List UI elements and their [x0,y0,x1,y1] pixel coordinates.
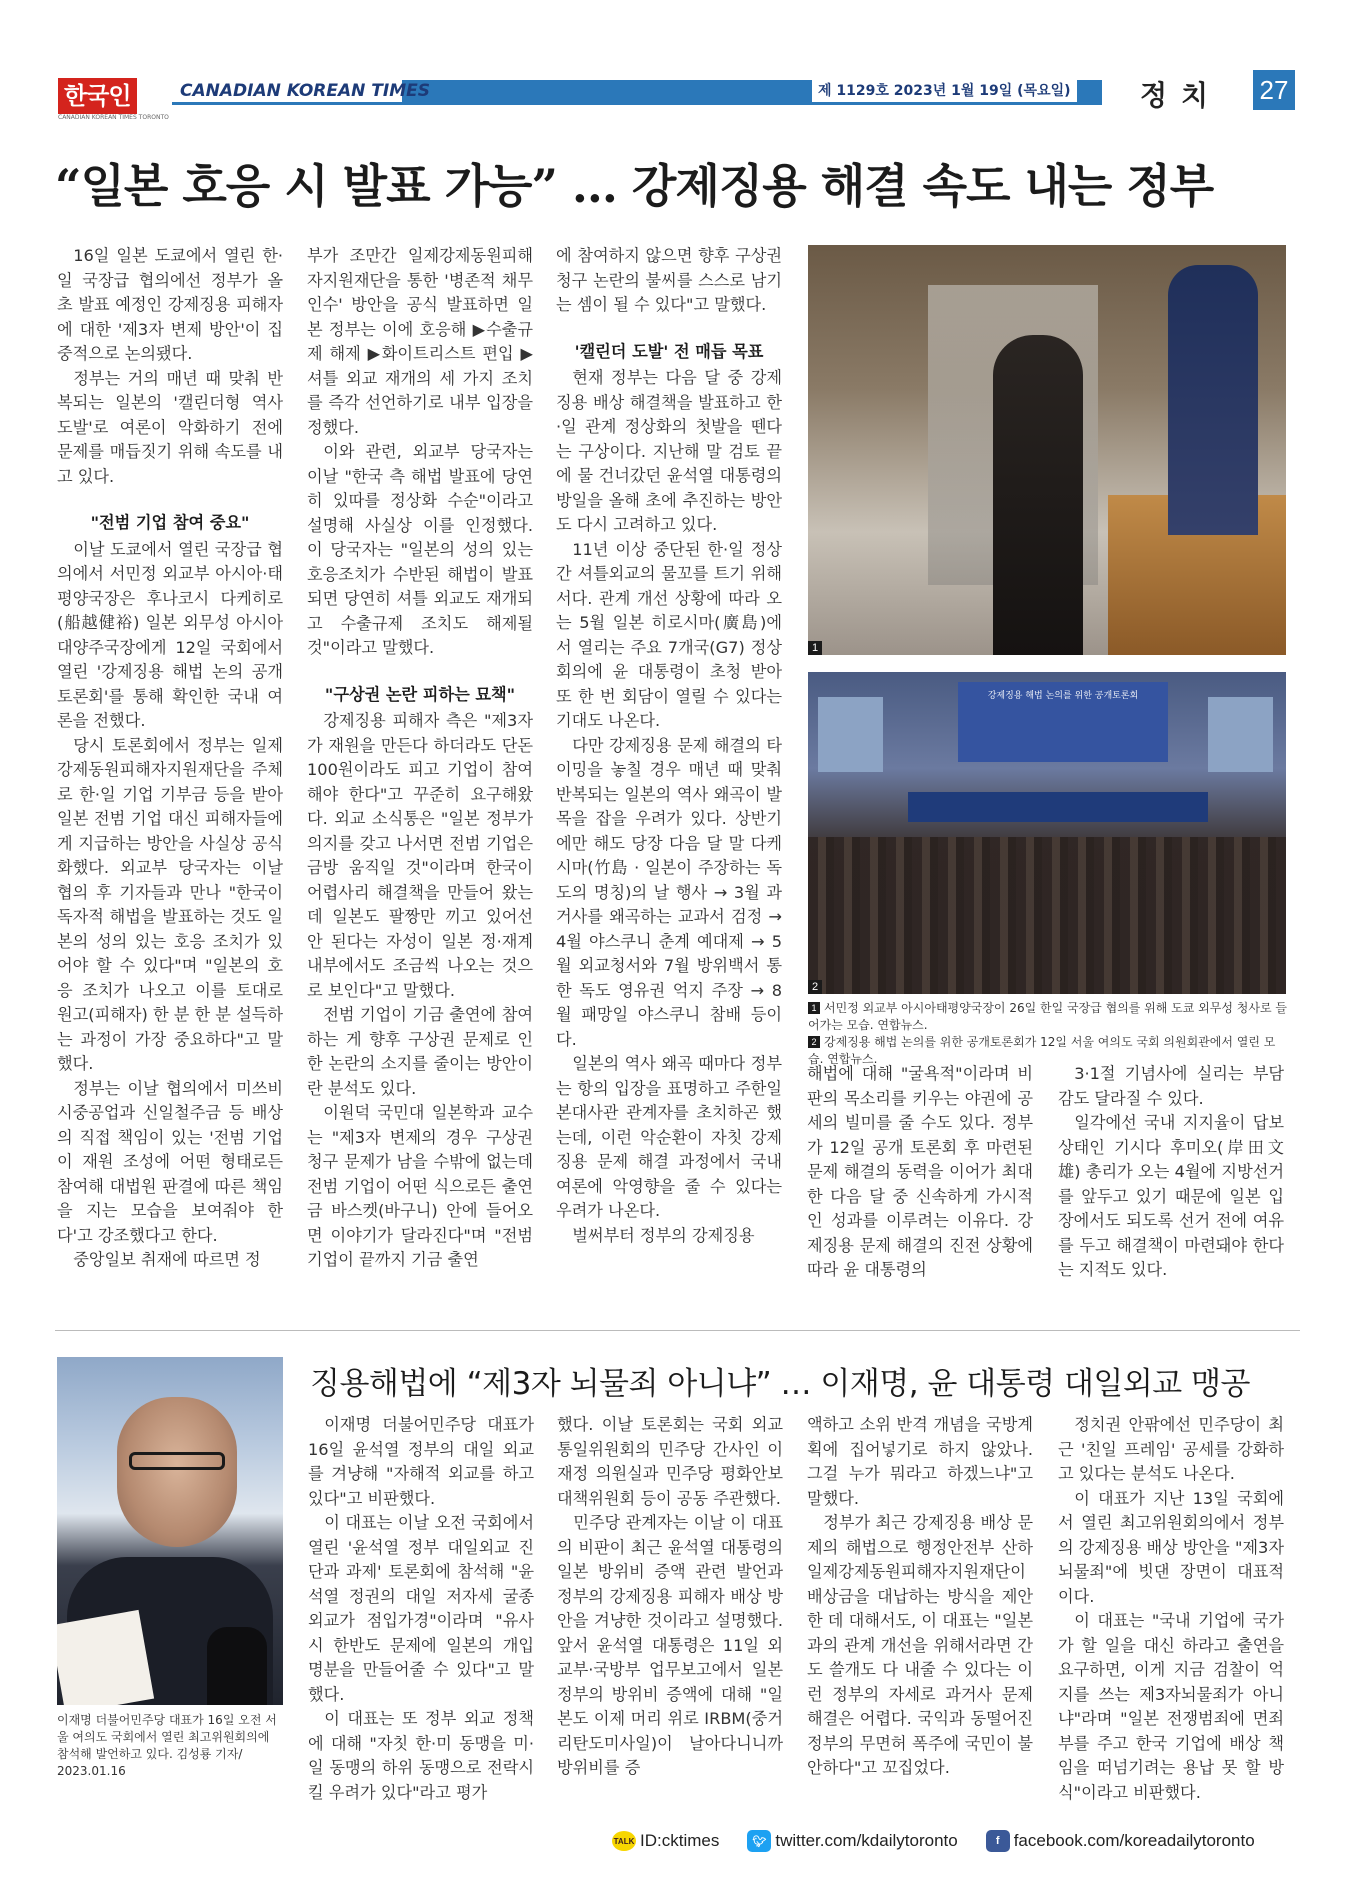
paragraph: 벌써부터 정부의 강제징용 [572,1225,755,1245]
paragraph: 에 참여하지 않으면 향후 구상권 청구 논란의 불씨를 스스로 남기는 셈이 될 수 있다"고 말했다. [556,246,782,314]
paragraph: 전범 기업이 기금 출연에 참여하는 게 향후 구상권 문제로 인한 논란의 소지를 줄이는 방안이란 분석도 있다. [307,1005,533,1098]
article-divider [55,1330,1300,1331]
logo-subtitle: CANADIAN KOREAN TIMES TORONTO [58,114,169,121]
article-column-3 [556,244,782,1248]
photo-face [117,1397,237,1547]
paragraph: 다만 강제징용 문제 해결의 타이밍을 놓칠 경우 매년 때 맞춰 반복되는 일본의 역사 왜곡이 발목을 잡을 우려가 있다. 상반기에만 해도 당장 다음 달 말 다케시마(竹島 · 일본이 주장하는 독도의 명칭)의 날 행사 → 3월 과거사를 왜곡하는 교과서 검정 → 4월 야스쿠니 춘계 예대제 → 5월 외교청서와 7월 방위백서 통한 독도 영유권 억지 주장 → 8월 패망일 야스쿠니 참배 등이다. [556,735,782,1049]
paragraph: 정부가 최근 강제징용 배상 문제의 해법으로 행정안전부 산하 일제강제동원피해자지원재단이 배상금을 대납하는 방식을 제안한 데 대해서도, 이 대표는 "일본과의 관계 개선을 위해서라면 간도 쓸개도 다 내줄 수 있다는 이런 정부의 자세로 과거사 문제 해결은 어렵다. 국익과 동떨어진 정부의 무면허 폭주에 국민이 불안하다"고 꼬집었다. [807,1513,1033,1777]
twitter-url: twitter.com/kdailytoronto [775,1831,958,1850]
paragraph: 이 대표는 "국내 기업에 국가가 할 일을 대신 하라고 출연을 요구하면, 이게 지금 검찰이 억지를 쓰는 제3자뇌물죄가 아니냐"라며 "일본 전쟁범죄에 면죄부를 주고 한국 기업에 배상 책임을 떠넘기려는 용납 못 할 방식"이라고 비판했다. [1058,1611,1284,1802]
page-number: 27 [1253,70,1295,110]
issue-date: 제 1129호 2023년 1월 19일 (목요일) [812,80,1077,102]
photo-side-screen [1208,697,1273,772]
photo-caption: 이재명 더불어민주당 대표가 16일 오전 서울 여의도 국회에서 열린 최고위원회의에 참석해 발언하고 있다. 김성룡 기자/ 2023.01.16 [57,1713,277,1778]
article-headline: “일본 호응 시 발표 가능” … 강제징용 해결 속도 내는 정부 [55,159,1214,213]
photo-person [993,335,1083,655]
photo-guard [1168,265,1258,535]
photo-paper [57,1610,154,1705]
caption-number: 1 [808,1002,820,1014]
paragraph: 강제징용 피해자 측은 "제3자가 재원을 만든다 하더라도 단돈 100원이라도 피고 기업이 참여해야 한다"고 꾸준히 요구해왔다. 외교 소식통은 "일본 정부가 의지를 갖고 나서면 전범 기업은 금방 움직일 것"이라며 한국이 어렵사리 해결책을 만들어 왔는데 일본도 팔짱만 끼고 있어선 안 된다는 자성이 일본 정·재계 내부에서도 조금씩 나오는 것으로 보인다"고 말했다. [307,711,533,1000]
article2-column-2 [557,1413,783,1781]
newspaper-logo [58,78,169,121]
paragraph: 일각에선 국내 지지율이 답보 상태인 기시다 후미오(岸田文雄) 총리가 오는 4월에 지방선거를 앞두고 있기 때문에 일본 입장에서도 되도록 선거 전에 여유를 두고 해결책이 마련돼야 한다는 지적도 있다. [1058,1113,1284,1279]
photo-microphone [207,1627,267,1705]
photo-captions [808,1000,1288,1068]
article-column-5 [1058,1062,1284,1283]
article2-headline: 징용해법에 “제3자 뇌물죄 아니냐” … 이재명, 윤 대통령 대일외교 맹공 [310,1366,1250,1402]
caption-number: 2 [808,1036,820,1048]
kakao-id: ID:cktimes [640,1831,720,1850]
facebook-link[interactable] [986,1830,1255,1852]
facebook-url: facebook.com/koreadailytoronto [1013,1831,1255,1850]
paragraph: 이재명 더불어민주당 대표가 16일 윤석열 정부의 대일 외교를 겨냥해 "자해적 외교를 하고 있다"고 비판했다. [308,1415,534,1508]
article2-column-1 [308,1413,534,1805]
paragraph: 이 대표는 이날 오전 국회에서 열린 '윤석열 정부 대일외교 진단과 과제' 토론회에 참석해 "윤석열 정권의 대일 저자세 굴종 외교가 점입가경"이라며 "유사시 한반도 문제에 일본의 개입 명분을 만들어줄 수 있다"고 말했다. [308,1513,534,1704]
paragraph: 이날 도쿄에서 열린 국장급 협의에서 서민정 외교부 아시아·태평양국장은 후나코시 다케히로(船越健裕) 일본 외무성 아시아대양주국장에게 12일 국회에서 열린 '강제징용 해법 논의 공개 토론회'를 통해 확인한 국내 여론을 전했다. [57,539,283,730]
photo-official-entering [808,245,1286,655]
kakao-link[interactable] [612,1831,719,1851]
photo-side-screen [818,697,883,772]
photo-number: 2 [808,980,822,994]
paragraph: 이 대표가 지난 13일 국회에서 열린 최고위원회의에서 정부의 강제징용 배상 방안을 "제3자 뇌물죄"에 빗댄 장면이 대표적이다. [1058,1488,1284,1606]
paragraph: 16일 일본 도쿄에서 열린 한·일 국장급 협의에선 정부가 올 초 발표 예정인 강제징용 피해자에 대한 '제3자 변제 방안'이 집중적으로 논의됐다. [57,246,283,363]
article-column-2 [307,244,533,1273]
article2-column-3 [807,1413,1033,1781]
paragraph: 현재 정부는 다음 달 중 강제징용 배상 해결책을 발표하고 한·일 관계 정상화의 첫발을 뗀다는 구상이다. 지난해 말 검토 끝에 물 건너갔던 윤석열 대통령의 방일을 올해 초에 추진하는 방안도 다시 고려하고 있다. [556,368,782,534]
paragraph: 이와 관련, 외교부 당국자는 이날 "한국 측 해법 발표에 당연히 있따를 정상화 수순"이라고 설명해 사실상 이를 인정했다. 이 당국자는 "일본의 성의 있는 호응조치가 수반된 해법이 발표되면 당연히 셔틀 외교도 재개되고 수출규제 조치도 해제될 것"이라고 말했다. [307,442,533,657]
subheading: '캘린더 도발' 전 매듭 목표 [574,341,764,361]
paragraph: 이원덕 국민대 일본학과 교수는 "제3자 변제의 경우 구상권 청구 문제가 남을 수밖에 없는데 전범 기업이 어떤 식으로든 출연금 바스켓(바구니) 안에 들어오면 이야기가 달라진다"며 "전범 기업이 끝까지 기금 출연 [307,1103,533,1269]
paragraph: 액하고 소위 반격 개념을 국방계획에 집어넣기로 하지 않았나. 그걸 누가 뭐라고 하겠느냐"고 말했다. [807,1415,1033,1508]
article-column-1 [57,244,283,1273]
photo-lee-jae-myung [57,1357,283,1705]
paragraph: 당시 토론회에서 정부는 일제강제동원피해자지원재단을 주체로 한·일 기업 기부금 등을 받아 일본 전범 기업 대신 피해자들에게 지급하는 방안을 사실상 공식화했다. 외교부 당국자는 이날 협의 후 기자들과 만나 "한국이 독자적 해법을 발표하는 것도 일본의 성의 있는 호응 조치가 있어야 할 수 있다"며 "일본의 호응 조치가 나오고 이를 토대로 원고(피해자) 한 분 한 분 설득하는 과정이 가장 중요하다"고 말했다. [57,735,284,1073]
article-column-4 [807,1062,1033,1283]
paragraph: 정치권 안팎에선 민주당이 최근 '친일 프레임' 공세를 강화하고 있다는 분석도 나온다. [1058,1415,1284,1483]
section-title: 정치 [1140,79,1223,112]
photo-audience [808,837,1286,994]
article2-column-4 [1058,1413,1284,1805]
twitter-icon: 🐦︎ [747,1830,771,1852]
paragraph: 해법에 대해 "굴욕적"이라며 비판의 목소리를 키우는 야권에 공세의 빌미를 줄 수도 있다. 정부가 12일 공개 토론회 후 마련된 문제 해결의 동력을 이어가 최대한 다음 달 중 신속하게 가시적인 성과를 이루려는 이유다. 강제징용 문제 해결의 진전 상황에 따라 윤 대통령의 [807,1064,1033,1279]
paragraph: 했다. 이날 토론회는 국회 외교통일위원회의 민주당 간사인 이재정 의원실과 민주당 평화안보대책위원회 등이 공동 주관했다. [557,1415,783,1508]
paragraph: 이 대표는 또 정부 외교 정책에 대해 "자칫 한·미 동맹을 미·일 동맹의 하위 동맹으로 전락시킬 우려가 있다"라고 평가 [308,1709,534,1802]
paragraph: 일본의 역사 왜곡 때마다 정부는 항의 입장을 표명하고 주한일본대사관 관계자를 초치하곤 했는데, 이런 악순환이 자칫 강제징용 문제 해결 과정에서 국내 여론에 악영향을 줄 수 있다는 우려가 나온다. [556,1054,782,1220]
paragraph: 민주당 관계자는 이날 이 대표의 비판이 최근 윤석열 대통령의 일본 방위비 증액 관련 발언과 정부의 강제징용 피해자 배상 방안을 겨냥한 것이라고 설명했다. 앞서 윤석열 대통령은 11일 외교부·국방부 업무보고에서 일본 정부의 방위비 증액에 대해 "일본도 이제 머리 위로 IRBM(중거리탄도미사일)이 날아다니니까 방위비를 증 [557,1513,783,1777]
caption-1: 1 서민정 외교부 아시아태평양국장이 26일 한일 국장급 협의를 위해 도쿄 외무성 청사로 들어가는 모습. 연합뉴스. [808,1001,1287,1032]
paragraph: 정부는 이날 협의에서 미쓰비시중공업과 신일철주금 등 배상의 직접 책임이 있는 '전범 기업이 재원 조성에 어떤 형태로든 참여해 대법원 판결에 따른 책임을 지는 모습을 보여줘야 한다'고 강조했다고 한다. [57,1078,283,1245]
caption-2: 2 강제징용 해법 논의를 위한 공개토론회가 12일 서울 여의도 국회 의원회관에서 열린 모습. 연합뉴스. [808,1035,1276,1066]
photo-glasses [129,1452,225,1470]
paragraph: 정부는 거의 매년 때 맞춰 반복되는 일본의 '캘린더형 역사 도발'로 여론이 악화하기 전에 문제를 매듭짓기 위해 속도를 내고 있다. [57,368,283,486]
logo-mark: 한국인 [58,78,137,114]
kakao-talk-icon: TALK [612,1831,636,1851]
facebook-icon: f [986,1830,1010,1852]
paragraph: 부가 조만간 일제강제동원피해자지원재단을 통한 '병존적 채무인수' 방안을 공식 발표하면 일본 정부는 이에 호응해 ▶수출규제 해제 ▶화이트리스트 편입 ▶셔틀 외교 재개의 세 가지 조치를 즉각 선언하기로 내부 입장을 정했다. [307,246,533,437]
photo-number: 1 [808,641,822,655]
twitter-link[interactable] [747,1830,957,1852]
photo-screen-text: 강제징용 해법 논의를 위한 공개토론회 [987,691,1139,701]
photo-stage [908,792,1208,822]
subheading: "전범 기업 참여 중요" [90,513,250,532]
social-links [612,1828,1273,1854]
paragraph: 3·1절 기념사에 실리는 부담감도 달라질 수 있다. [1058,1064,1284,1108]
paragraph: 11년 이상 중단된 한·일 정상 간 셔틀외교의 물꼬를 트기 위해서다. 관계 개선 상황에 따라 오는 5월 일본 히로시마(廣島)에서 열리는 주요 7개국(G7) 정상회의에 윤 대통령이 초청 받아 또 한 번 회담이 열릴 수 있다는 기대도 나온다. [556,539,782,730]
subheading: "구상권 논란 피하는 묘책" [324,684,516,704]
paper-name: CANADIAN KOREAN TIMES [180,81,430,101]
paragraph: 중앙일보 취재에 따르면 정 [73,1250,261,1269]
photo-forum-hall [808,672,1286,994]
